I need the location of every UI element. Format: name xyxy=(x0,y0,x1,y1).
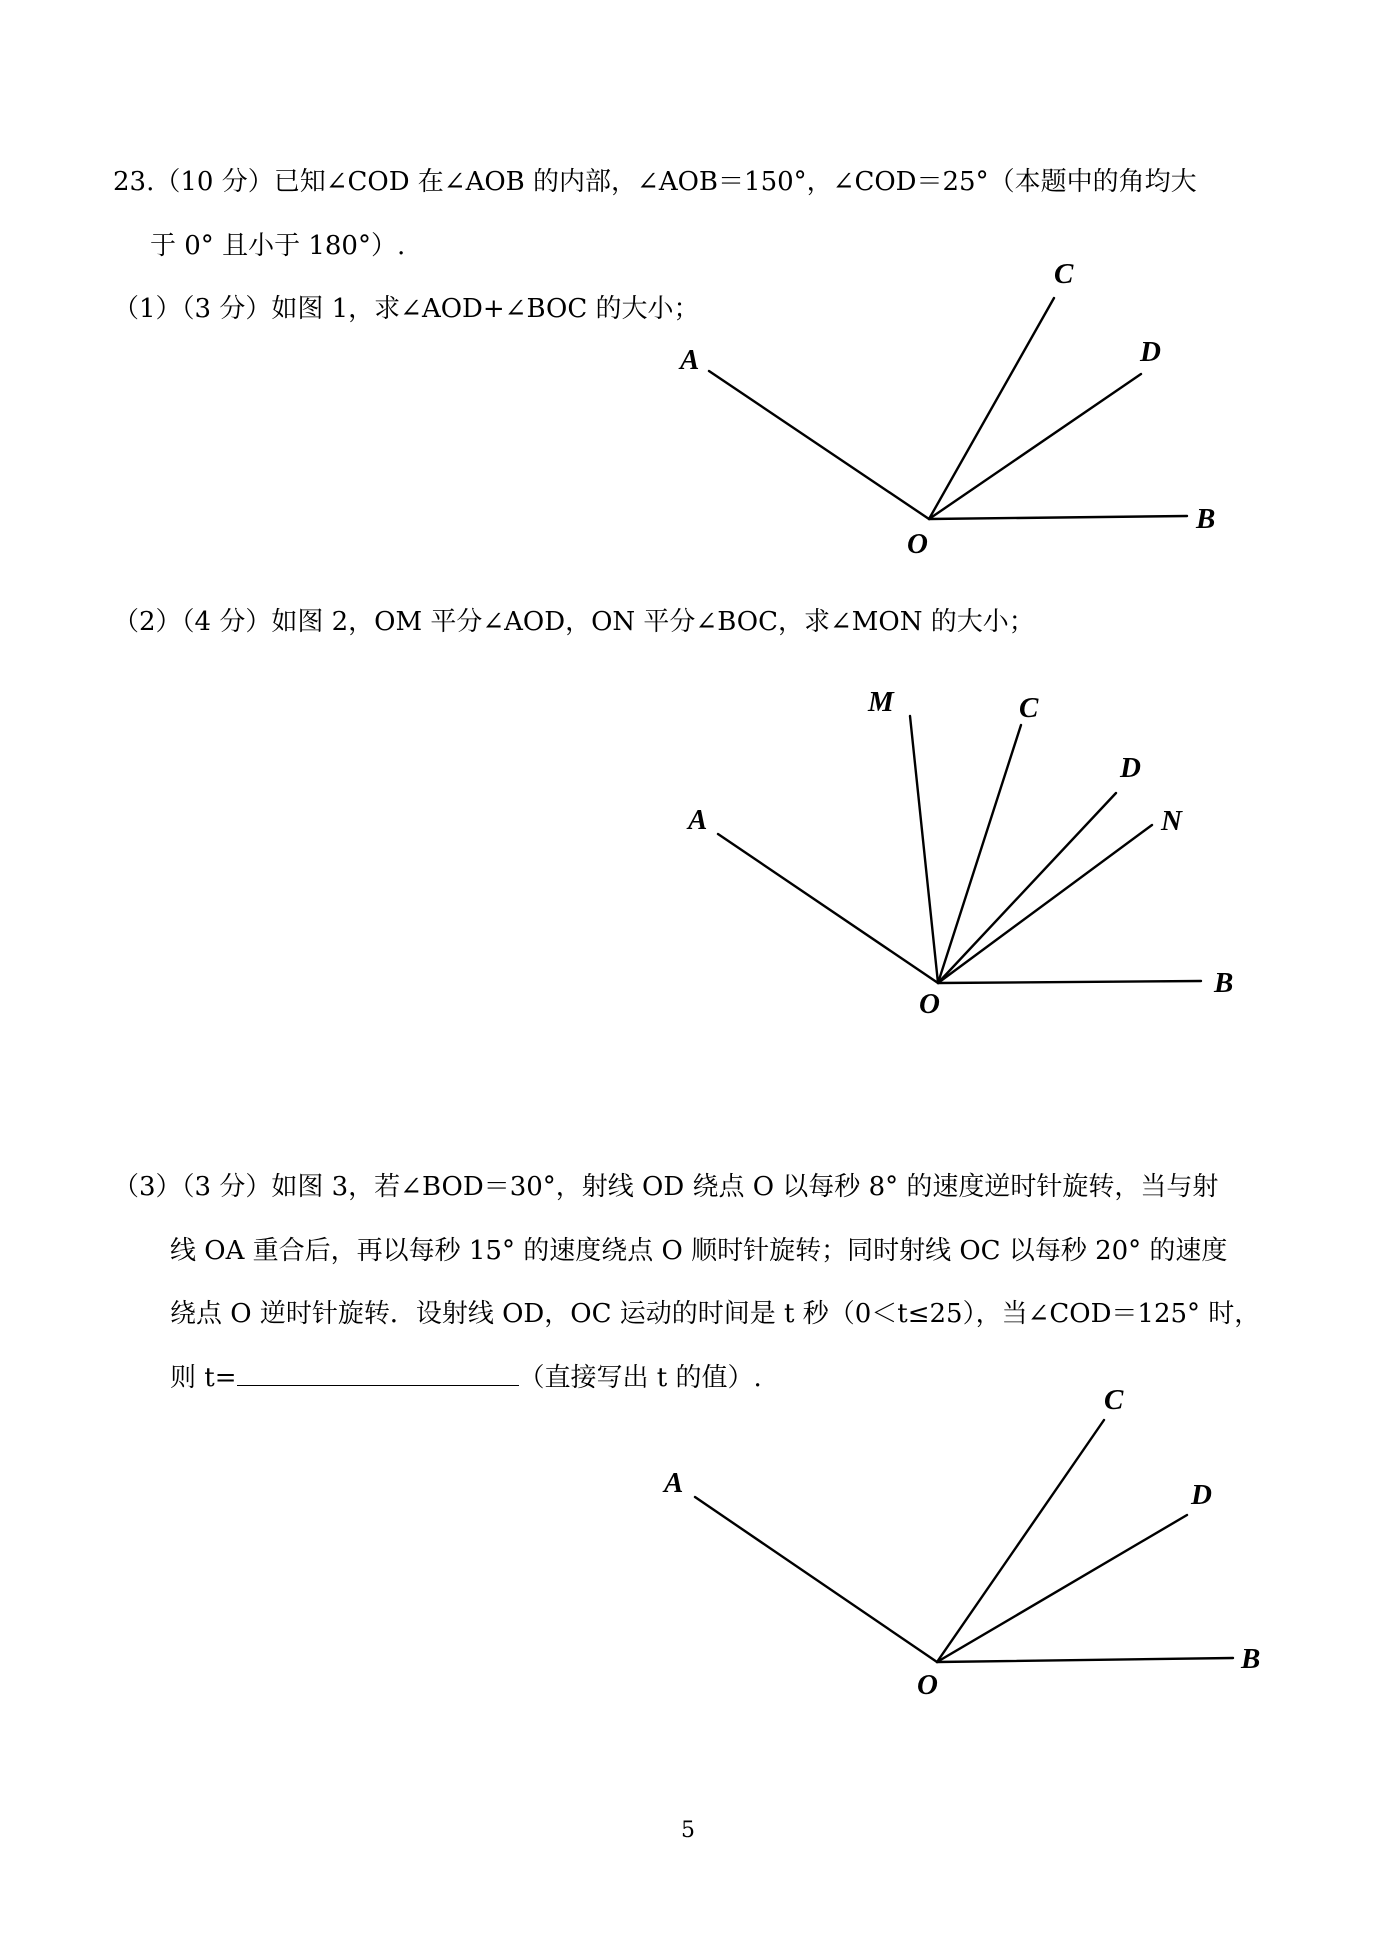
label-b: B xyxy=(1196,503,1216,535)
label-d: D xyxy=(1191,1479,1212,1511)
label-c: C xyxy=(1019,692,1039,724)
label-o: O xyxy=(919,988,940,1020)
label-c: C xyxy=(1104,1384,1124,1416)
label-b: B xyxy=(1241,1643,1261,1675)
label-c: C xyxy=(1054,258,1074,290)
question-line-2: 于 0° 且小于 180°）. xyxy=(150,231,406,261)
label-n: N xyxy=(1161,805,1182,837)
label-b: B xyxy=(1214,967,1234,999)
answer-suffix: （直接写出 t 的值）. xyxy=(518,1363,762,1393)
answer-prefix: 则 t= xyxy=(170,1363,237,1393)
part1-text: （1）（3 分）如图 1，求∠AOD+∠BOC 的大小； xyxy=(113,294,700,324)
ray-ob xyxy=(937,1658,1233,1662)
part3-line-3: 绕点 O 逆时针旋转．设射线 OD，OC 运动的时间是 t 秒（0＜t≤25），当∠COD＝125° 时， xyxy=(170,1299,1261,1329)
page-number: 5 xyxy=(681,1818,695,1843)
part2-text: （2）（4 分）如图 2，OM 平分∠AOD，ON 平分∠BOC，求∠MON 的大小； xyxy=(113,607,1035,637)
part3-line-2: 线 OA 重合后，再以每秒 15° 的速度绕点 O 顺时针旋转；同时射线 OC 以每秒 20° 的速度 xyxy=(170,1236,1228,1266)
question-line-1: 23.（10 分）已知∠COD 在∠AOB 的内部，∠AOB＝150°，∠COD＝25°（本题中的角均大 xyxy=(113,167,1197,197)
label-o: O xyxy=(917,1669,938,1701)
label-a: A xyxy=(680,344,700,376)
label-o: O xyxy=(907,528,928,560)
label-d: D xyxy=(1140,336,1161,368)
ray-oa xyxy=(695,1497,937,1662)
ray-od xyxy=(937,1515,1187,1662)
label-a: A xyxy=(664,1467,684,1499)
label-m: M xyxy=(868,686,894,718)
label-a: A xyxy=(688,804,708,836)
ray-oc xyxy=(937,1420,1104,1662)
label-d: D xyxy=(1120,752,1141,784)
part3-line-1: （3）（3 分）如图 3，若∠BOD＝30°，射线 OD 绕点 O 以每秒 8° 的速度逆时针旋转，当与射 xyxy=(113,1172,1219,1202)
